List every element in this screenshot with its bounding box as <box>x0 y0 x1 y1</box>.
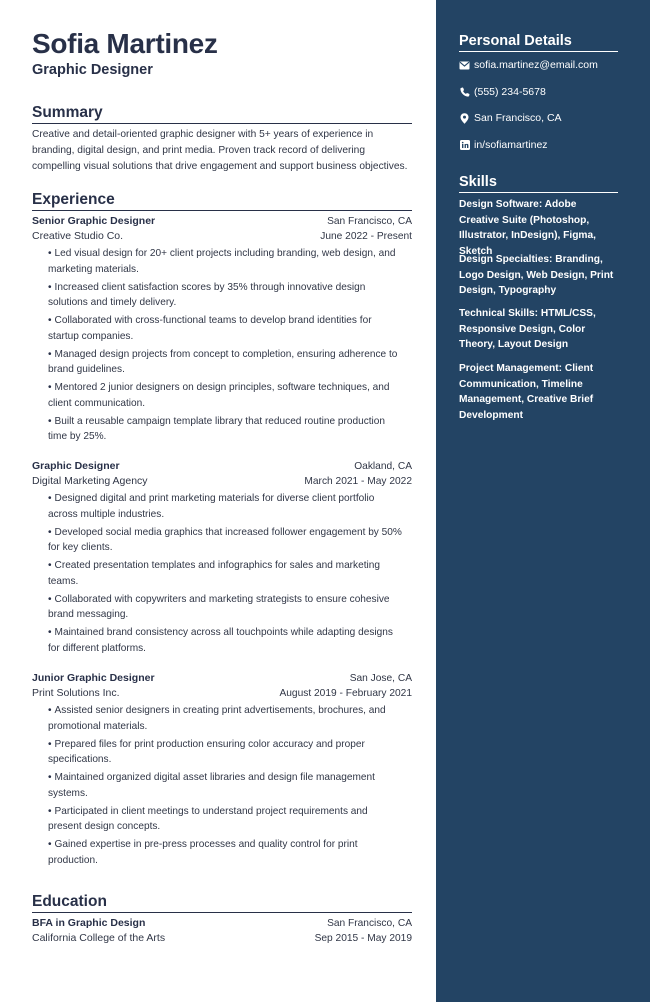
job-bullet: • Built a reusable campaign template library that reduced routine production time by 25%. <box>48 414 402 445</box>
map-pin-icon <box>459 113 470 124</box>
skill-item: Technical Skills: HTML/CSS, Responsive Design, Color Theory, Layout Design <box>459 308 596 351</box>
job-company: Creative Studio Co. <box>32 230 124 242</box>
job-bullet: • Collaborated with copywriters and marketing strategists to ensure cohesive brand messaging. <box>48 592 402 623</box>
candidate-name: Sofia Martinez <box>32 28 218 59</box>
city-text: San Francisco, CA <box>474 112 562 124</box>
personal-details-heading: Personal Details <box>459 32 618 52</box>
job-dates: August 2019 - February 2021 <box>279 688 412 699</box>
job-bullets <box>32 491 402 657</box>
education-heading: Education <box>32 892 412 913</box>
experience-heading: Experience <box>32 190 412 211</box>
job-bullet: • Collaborated with cross-functional teams to develop brand identities for startup companies. <box>48 313 402 344</box>
job-bullet: • Led visual design for 20+ client projects including branding, web design, and marketing materials. <box>48 246 402 277</box>
job-location: San Jose, CA <box>349 673 412 684</box>
job-dates: June 2022 - Present <box>320 231 412 242</box>
linkedin-icon <box>459 140 470 151</box>
summary-heading: Summary <box>32 103 412 124</box>
job-bullet: • Maintained brand consistency across all touchpoints while adapting designs for different platforms. <box>48 625 402 656</box>
education-dates: Sep 2015 - May 2019 <box>314 933 412 944</box>
phone-icon <box>459 87 470 98</box>
job-dates: March 2021 - May 2022 <box>304 476 412 487</box>
phone-text: (555) 234-5678 <box>474 86 546 98</box>
job-title: Graphic Designer <box>32 460 120 472</box>
contact-email[interactable] <box>459 59 629 71</box>
job-bullet: • Increased client satisfaction scores by 35% through innovative design solutions and timely delivery. <box>48 280 402 311</box>
job-bullet: • Assisted senior designers in creating print advertisements, brochures, and promotional materials. <box>48 703 402 734</box>
skill-item: Project Management: Client Communication, Timeline Management, Creative Brief Development <box>459 363 594 421</box>
skills-heading: Skills <box>459 173 618 193</box>
job-entry <box>32 671 412 871</box>
job-bullet: • Maintained organized digital asset libraries and design file management systems. <box>48 770 402 801</box>
skill-item: Design Specialties: Branding, Logo Design, Web Design, Print Design, Typography <box>459 254 614 297</box>
job-entry <box>32 214 412 447</box>
contact-phone[interactable] <box>459 86 629 98</box>
job-entry <box>32 459 412 659</box>
job-company: Digital Marketing Agency <box>32 475 148 487</box>
skill-item: Design Software: Adobe Creative Suite (Photoshop, Illustrator, InDesign), Figma, Sketch <box>459 199 596 257</box>
job-bullets <box>32 703 402 869</box>
job-location: San Francisco, CA <box>327 216 412 227</box>
contact-linkedin[interactable] <box>459 139 629 151</box>
degree-title: BFA in Graphic Design <box>32 917 146 929</box>
contact-city <box>459 112 629 124</box>
job-title: Junior Graphic Designer <box>32 672 155 684</box>
job-bullet: • Created presentation templates and infographics for sales and marketing teams. <box>48 558 402 589</box>
school-name: California College of the Arts <box>32 932 166 944</box>
envelope-icon <box>459 60 470 71</box>
job-company: Print Solutions Inc. <box>32 687 120 699</box>
education-entry <box>32 916 412 946</box>
job-bullet: • Designed digital and print marketing materials for diverse client portfolio across multiple industries. <box>48 491 402 522</box>
job-bullet: • Gained expertise in pre-press processes and quality control for print production. <box>48 837 402 868</box>
job-bullet: • Developed social media graphics that increased follower engagement by 50% for key clients. <box>48 525 402 556</box>
job-bullet: • Participated in client meetings to understand project requirements and present design concepts. <box>48 804 402 835</box>
job-bullet: • Prepared files for print production ensuring color accuracy and proper specifications. <box>48 737 402 768</box>
job-bullet: • Managed design projects from concept to completion, ensuring adherence to brand guidelines. <box>48 347 402 378</box>
email-text: sofia.martinez@email.com <box>474 59 598 71</box>
job-bullets <box>32 246 402 445</box>
job-location: Oakland, CA <box>354 461 412 472</box>
summary-text: Creative and detail-oriented graphic designer with 5+ years of experience in branding, digital design, and print media. Proven track record of delivering compelling visual solutions that drive engagement and support business objectives. <box>32 129 408 172</box>
candidate-title: Graphic Designer <box>32 62 153 78</box>
job-title: Senior Graphic Designer <box>32 215 156 227</box>
job-bullet: • Mentored 2 junior designers on design principles, software techniques, and client communication. <box>48 380 402 411</box>
education-location: San Francisco, CA <box>327 918 412 929</box>
linkedin-text: in/sofiamartinez <box>474 139 548 151</box>
